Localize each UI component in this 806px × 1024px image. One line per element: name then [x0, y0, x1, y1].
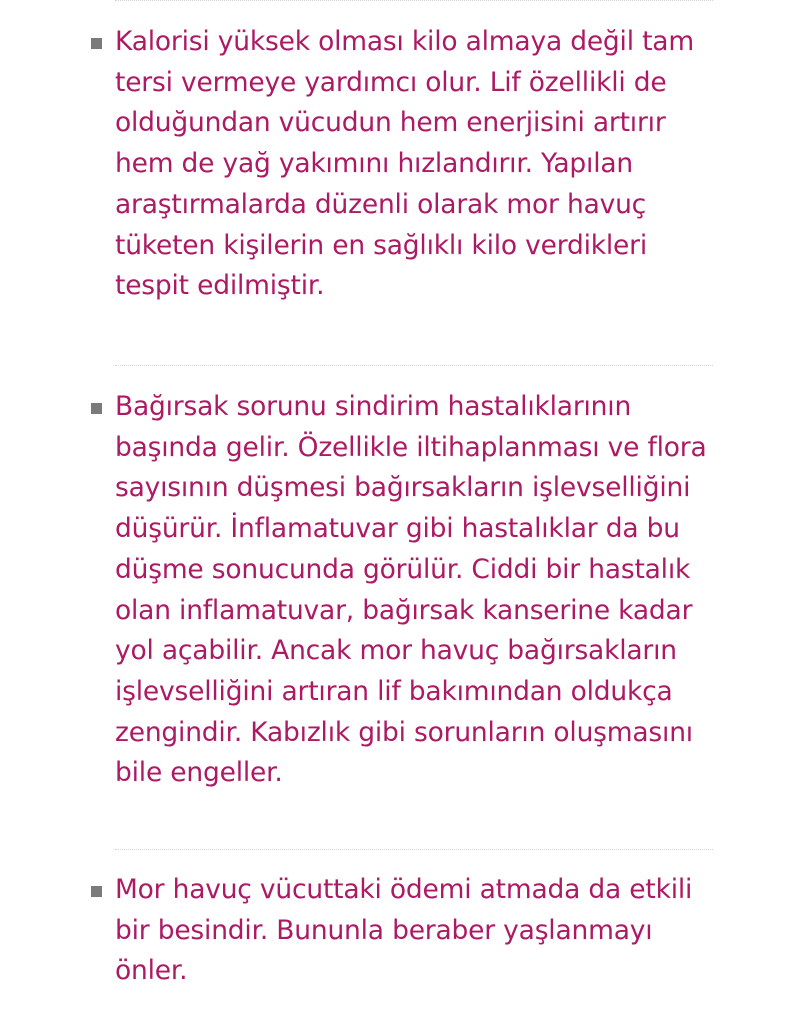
list-item-text: Mor havuç vücuttaki ödemi atmada da etkili bir besindir. Bununla beraber yaşlanmayı önler.: [115, 874, 693, 987]
section-divider: [115, 849, 713, 850]
list-item-text: Bağırsak sorunu sindirim hastalıklarının başında gelir. Özellikle iltihaplanması ve flora sayısının düşmesi bağırsakların işlevselliğini düşürür. İnflamatuvar gibi hastalıklar da bu düşme sonucunda görülür. Ciddi bir hastalık olan inflamatuvar, bağırsak kanserine kadar yol açabilir. Ancak mor havuç bağırsakların işlevselliğini artıran lif bakımından oldukça zengindir. Kabızlık gibi sorunların oluşmasını bile engeller.: [115, 391, 707, 789]
square-bullet-icon: [91, 886, 102, 897]
square-bullet-icon: [91, 403, 102, 414]
section-divider: [115, 365, 713, 366]
section-divider-top: [115, 0, 713, 1]
list-item-text: Kalorisi yüksek olması kilo almaya değil tam tersi vermeye yardımcı olur. Lif özellikli de olduğundan vücudun hem enerjisini artırır hem de yağ yakımını hızlandırır. Yapılan araştırmalarda düzenli olarak mor havuç tüketen kişilerin en sağlıklı kilo verdikleri tespit edilmiştir.: [115, 26, 694, 302]
square-bullet-icon: [91, 38, 102, 49]
